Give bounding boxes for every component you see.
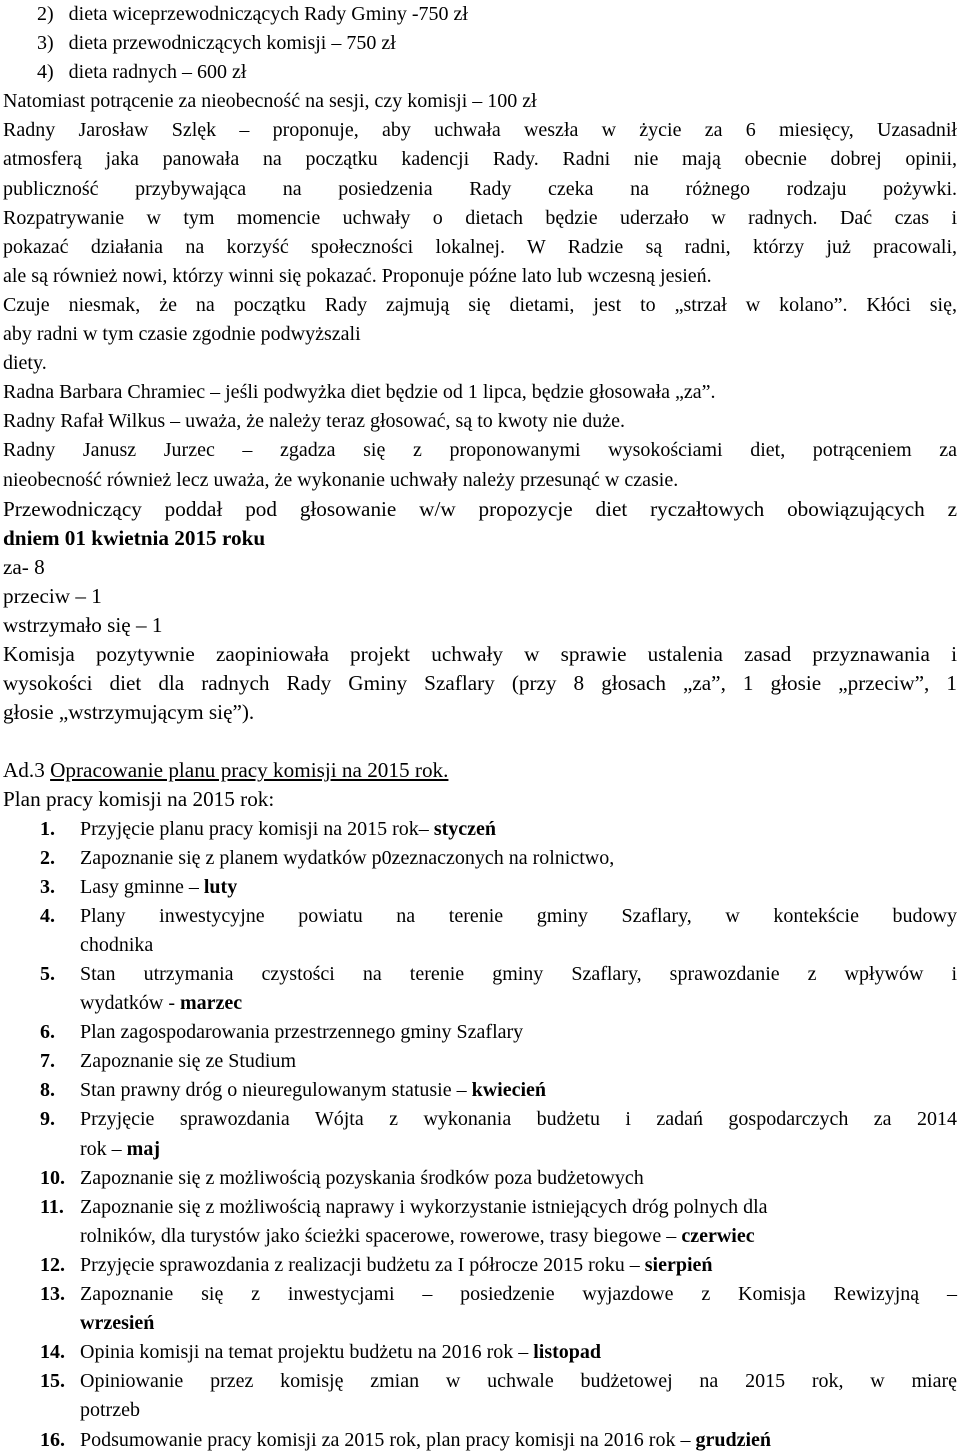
- plan-item-text: [80, 844, 957, 873]
- plan-item-text: [80, 902, 957, 960]
- spacer: [3, 727, 957, 756]
- plan-item-line: chodnika: [80, 933, 154, 956]
- plan-item-number: 9.: [40, 1108, 55, 1131]
- vote-intro-line: Przewodniczący poddał pod głosowanie w/w propozycje diet ryczałtowych obowiązujących z: [3, 496, 957, 521]
- plan-item-number: 8.: [40, 1079, 55, 1102]
- plan-item: [3, 1018, 957, 1047]
- paragraph-line: wysokości diet dla radnych Rady Gminy Szaflary (przy 8 głosach „za”, 1 głosie „przeciw”, 1: [3, 671, 957, 696]
- plan-item-month: wrzesień: [80, 1312, 155, 1335]
- plan-item: [3, 873, 957, 902]
- szlek-paragraph: [3, 116, 957, 378]
- plan-item-month: maj: [126, 1137, 160, 1160]
- paragraph-line: Radny Jarosław Szlęk – proponuje, aby uchwała weszła w życie za 6 miesięcy, Uzasadnił: [3, 119, 957, 142]
- plan-item-month: czerwiec: [681, 1224, 755, 1247]
- plan-item-number: 11.: [40, 1195, 64, 1218]
- plan-item: [3, 1193, 957, 1251]
- jurzec-paragraph: [3, 436, 957, 494]
- plan-item: [3, 1105, 957, 1163]
- plan-item-number: 12.: [40, 1253, 65, 1276]
- plan-item-text: [80, 873, 957, 902]
- paragraph-line: atmosferą jaka panowała na początku kadencji Rady. Radni nie mają obecnie dobrej opinii,: [3, 148, 957, 171]
- plan-item-text: [80, 960, 957, 1018]
- plan-item: [3, 902, 957, 960]
- plan-item: [3, 815, 957, 844]
- plan-item-line: Plan zagospodarowania przestrzennego gminy Szaflary: [80, 1021, 524, 1044]
- plan-item: [3, 1426, 957, 1455]
- plan-header: Plan pracy komisji na 2015 rok:: [3, 787, 275, 812]
- plan-item-line: wydatków - marzec: [80, 992, 243, 1015]
- paragraph-line: diety.: [3, 352, 47, 375]
- plan-item: [3, 1367, 957, 1425]
- chramiec-paragraph: Radna Barbara Chramiec – jeśli podwyżka diet będzie od 1 lipca, będzie głosowała „za”.: [3, 381, 716, 404]
- plan-item-line: rok – maj: [80, 1137, 160, 1160]
- plan-item-number: 1.: [40, 817, 55, 840]
- plan-item: [3, 1164, 957, 1193]
- plan-item: [3, 844, 957, 873]
- plan-item-line: Opinia komisji na temat projektu budżetu na 2016 rok – listopad: [80, 1341, 602, 1364]
- plan-item-number: 13.: [40, 1283, 65, 1306]
- plan-item: [3, 1280, 957, 1338]
- plan-item-text: [80, 1105, 957, 1163]
- intro-item-4: 4) dieta radnych – 600 zł: [37, 61, 247, 84]
- paragraph-line: aby radni w tym czasie zgodnie podwyższali: [3, 323, 361, 346]
- plan-item-text: [80, 1164, 957, 1193]
- plan-item-line: Przyjęcie sprawozdania Wójta z wykonania budżetu i zadań gospodarczych za 2014: [80, 1108, 957, 1131]
- votes-against: przeciw – 1: [3, 583, 102, 608]
- votes-for: za- 8: [3, 554, 45, 579]
- plan-item-line: Zapoznanie się z inwestycjami – posiedzenie wyjazdowe z Komisja Rewizyjną –: [80, 1283, 957, 1306]
- plan-item-line: Lasy gminne – luty: [80, 875, 238, 898]
- plan-item-line: Zapoznanie się z możliwością pozyskania środków poza budżetowych: [80, 1166, 644, 1189]
- plan-item-month: luty: [203, 875, 238, 898]
- plan-item-number: 10.: [40, 1166, 65, 1189]
- plan-item-text: [80, 1047, 957, 1076]
- deduction-paragraph: Natomiast potrącenie za nieobecność na sesji, czy komisji – 100 zł: [3, 90, 537, 113]
- paragraph-line: pokazać działania na korzyść społeczności lokalnej. W Radzie są radni, którzy już pracowali,: [3, 235, 957, 258]
- plan-item-number: 4.: [40, 904, 55, 927]
- paragraph-line: Rozpatrywanie w tym momencie uchwały o dietach będzie uderzało w radnych. Dać czas i: [3, 206, 957, 229]
- vote-date: dniem 01 kwietnia 2015 roku: [3, 525, 266, 550]
- plan-item-text: [80, 1018, 957, 1047]
- section-title: Opracowanie planu pracy komisji na 2015 rok.: [50, 758, 449, 783]
- wilkus-paragraph: Radny Rafał Wilkus – uważa, że należy teraz głosować, są to kwoty nie duże.: [3, 410, 625, 433]
- plan-item-number: 15.: [40, 1370, 65, 1393]
- intro-item-3: 3) dieta przewodniczących komisji – 750 zł: [37, 32, 396, 55]
- plan-item-line: Zapoznanie się z planem wydatków p0zeznaczonych na rolnictwo,: [80, 846, 615, 869]
- plan-item-month: marzec: [179, 992, 243, 1015]
- plan-item-text: [80, 1280, 957, 1338]
- plan-item-number: 14.: [40, 1341, 65, 1364]
- plan-item: [3, 1251, 957, 1280]
- section-heading-ad3: Ad.3 Opracowanie planu pracy komisji na 2015 rok.: [3, 758, 449, 783]
- plan-item-month: listopad: [533, 1341, 602, 1364]
- paragraph-line: nieobecność również lecz uważa, że wykonanie uchwały należy przesunąć w czasie.: [3, 468, 679, 491]
- plan-item-line: Podsumowanie pracy komisji za 2015 rok, plan pracy komisji na 2016 rok – grudzień: [80, 1428, 772, 1451]
- plan-item-month: sierpień: [644, 1253, 713, 1276]
- plan-item-number: 6.: [40, 1021, 55, 1044]
- plan-item: [3, 1338, 957, 1367]
- paragraph-line: Czuje niesmak, że na początku Rady zajmują się dietami, jest to „strzał w kolano”. Kłóci się,: [3, 293, 957, 316]
- plan-item-line: potrzeb: [80, 1399, 140, 1422]
- paragraph-line: Komisja pozytywnie zaopiniowała projekt uchwały w sprawie ustalenia zasad przyznawania i: [3, 642, 957, 667]
- plan-item-text: [80, 815, 957, 844]
- plan-item-number: 3.: [40, 875, 55, 898]
- plan-item-month: styczeń: [433, 817, 497, 840]
- plan-item-line: Przyjęcie planu pracy komisji na 2015 rok– styczeń: [80, 817, 497, 840]
- opinion-paragraph: [3, 640, 957, 727]
- plan-item-month: grudzień: [695, 1428, 772, 1451]
- plan-item-line: rolników, dla turystów jako ścieżki spacerowe, rowerowe, trasy biegowe – czerwiec: [80, 1224, 755, 1247]
- plan-item-line: Zapoznanie się z możliwością naprawy i wykorzystanie istniejących dróg polnych dla: [80, 1195, 768, 1218]
- plan-item-line: Plany inwestycyjne powiatu na terenie gminy Szaflary, w kontekście budowy: [80, 904, 957, 927]
- intro-item-2: 2) dieta wiceprzewodniczących Rady Gminy -750 zł: [37, 3, 468, 25]
- plan-item-line: Opiniowanie przez komisję zmian w uchwale budżetowej na 2015 rok, w miarę: [80, 1370, 957, 1393]
- plan-item-text: [80, 1251, 957, 1280]
- plan-list: [3, 815, 957, 1455]
- paragraph-line: głosie „wstrzymującym się”).: [3, 700, 255, 725]
- paragraph-line: ale są również nowi, którzy winni się pokazać. Proponuje późne lato lub wczesną jesień.: [3, 264, 712, 287]
- plan-item-number: 16.: [40, 1428, 65, 1451]
- plan-item-text: [80, 1076, 957, 1105]
- plan-item-line: Przyjęcie sprawozdania z realizacji budżetu za I półrocze 2015 roku – sierpień: [80, 1253, 713, 1276]
- plan-item-month: kwiecień: [471, 1079, 547, 1102]
- plan-item-number: 7.: [40, 1050, 55, 1073]
- plan-item-text: [80, 1426, 957, 1455]
- plan-item-line: Zapoznanie się ze Studium: [80, 1050, 297, 1073]
- paragraph-line: Radny Janusz Jurzec – zgadza się z proponowanymi wysokościami diet, potrąceniem za: [3, 439, 957, 462]
- plan-item-text: [80, 1338, 957, 1367]
- paragraph-line: publiczność przybywająca na posiedzenia Rady czeka na różnego rodzaju pożywki.: [3, 177, 957, 200]
- plan-item-line: Stan prawny dróg o nieuregulowanym statusie – kwiecień: [80, 1079, 547, 1102]
- plan-item-text: [80, 1193, 957, 1251]
- plan-item: [3, 960, 957, 1018]
- plan-item: [3, 1047, 957, 1076]
- plan-item: [3, 1076, 957, 1105]
- plan-item-text: [80, 1367, 957, 1425]
- plan-item-line: Stan utrzymania czystości na terenie gminy Szaflary, sprawozdanie z wpływów i: [80, 963, 957, 985]
- plan-item-number: 2.: [40, 846, 55, 869]
- plan-item-number: 5.: [40, 963, 55, 985]
- plan-item-line: [80, 1309, 957, 1338]
- votes-abstain: wstrzymało się – 1: [3, 612, 163, 637]
